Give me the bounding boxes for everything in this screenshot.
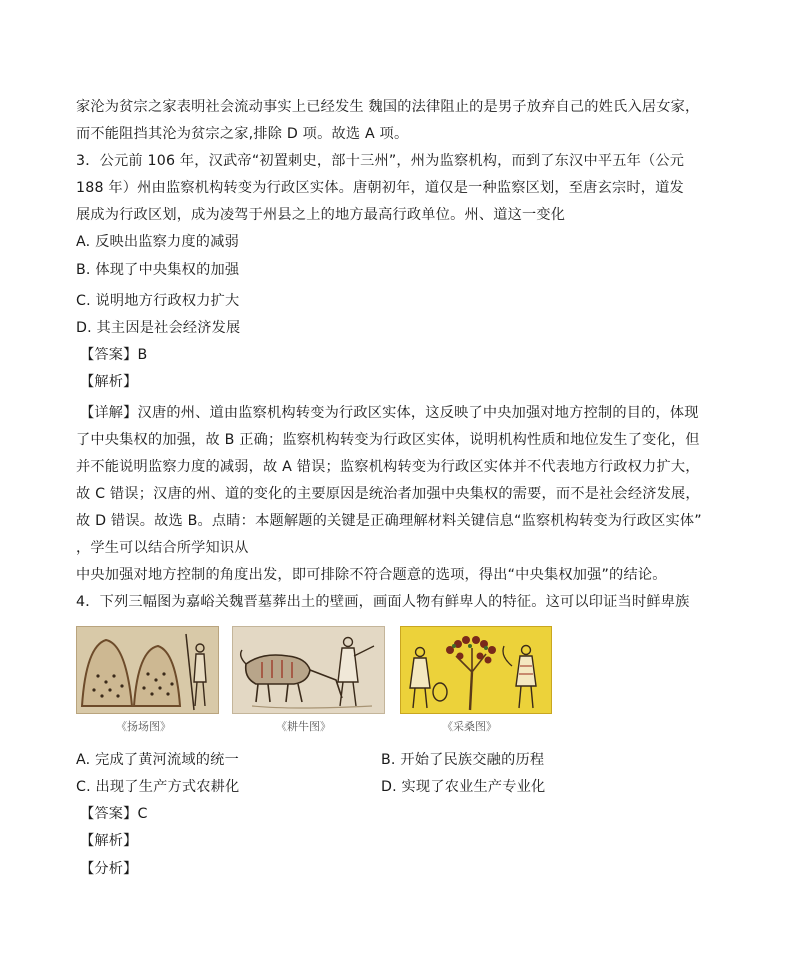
text-line-2: 而不能阻挡其沦为贫宗之家,排除 D 项。故选 A 项。 <box>76 126 409 142</box>
question-4-stem: 4．下列三幅图为嘉峪关魏晋墓葬出土的壁画，画面人物有鲜卑人的特征。这可以印证当时鲜卑族 <box>76 594 690 610</box>
question-3-analysis-label: 【解析】 <box>80 374 138 390</box>
question-4-analysis-label: 【解析】 <box>80 833 138 849</box>
mural-winnowing-image <box>76 626 219 714</box>
caption-mulberry: 《采桑图》 <box>442 720 497 733</box>
question-3-option-d: D. 其主因是社会经济发展 <box>76 320 241 336</box>
question-3-detail-line-3: 并不能说明监察力度的减弱，故 A 错误；监察机构转变为行政区实体并不代表地方行政权力扩大， <box>76 459 700 475</box>
question-3-stem-line-2: 188 年）州由监察机构转变为行政区实体。唐朝初年，道仅是一种监察区划，至唐玄宗时，道发 <box>76 180 684 196</box>
question-4-option-d: D. 实现了农业生产专业化 <box>381 779 546 795</box>
question-4-breakdown-label: 【分析】 <box>80 861 138 877</box>
caption-ploughing: 《耕牛图》 <box>276 720 331 733</box>
text-line-1: 家沦为贫宗之家表明社会流动事实上已经发生 魏国的法律阻止的是男子放弃自己的姓氏入居女家， <box>76 99 700 115</box>
question-4-answer: 【答案】C <box>80 806 148 822</box>
mural-ploughing <box>232 626 385 714</box>
question-3-answer: 【答案】B <box>80 347 148 363</box>
question-4-option-c: C. 出现了生产方式农耕化 <box>76 779 240 795</box>
mural-ploughing-image <box>232 626 385 714</box>
question-3-detail-line-4: 故 C 错误；汉唐的州、道的变化的主要原因是统治者加强中央集权的需要，而不是社会经济发展， <box>76 486 700 502</box>
question-3-stem-line-1: 3．公元前 106 年，汉武帝“初置刺史，部十三州”，州为监察机构，而到了东汉中平五年（公元 <box>76 153 685 169</box>
question-3-option-b: B. 体现了中央集权的加强 <box>76 262 240 278</box>
mural-winnowing <box>76 626 219 714</box>
question-4-option-a: A. 完成了黄河流域的统一 <box>76 752 239 768</box>
question-3-detail-line-1: 【详解】汉唐的州、道由监察机构转变为行政区实体，这反映了中央加强对地方控制的目的，体现 <box>80 405 699 421</box>
question-3-option-a: A. 反映出监察力度的减弱 <box>76 234 239 250</box>
caption-winnowing: 《扬场图》 <box>116 720 171 733</box>
question-3-option-c: C. 说明地方行政权力扩大 <box>76 293 240 309</box>
question-3-detail-line-6: ，学生可以结合所学知识从 <box>76 540 249 556</box>
mural-figures <box>76 626 576 736</box>
question-3-detail-line-5: 故 D 错误。故选 B。点睛：本题解题的关键是正确理解材料关键信息“监察机构转变为行政区实体” <box>76 513 702 529</box>
question-3-stem-line-3: 展成为行政区划，成为凌驾于州县之上的地方最高行政单位。州、道这一变化 <box>76 207 566 223</box>
question-4-option-b: B. 开始了民族交融的历程 <box>381 752 545 768</box>
mural-mulberry <box>400 626 552 714</box>
question-3-detail-line-2: 了中央集权的加强，故 B 正确；监察机构转变为行政区实体，说明机构性质和地位发生了变化，但 <box>76 432 700 448</box>
question-3-detail-line-7: 中央加强对地方控制的角度出发，即可排除不符合题意的选项，得出“中央集权加强”的结论。 <box>76 567 667 583</box>
mural-mulberry-image <box>400 626 552 714</box>
